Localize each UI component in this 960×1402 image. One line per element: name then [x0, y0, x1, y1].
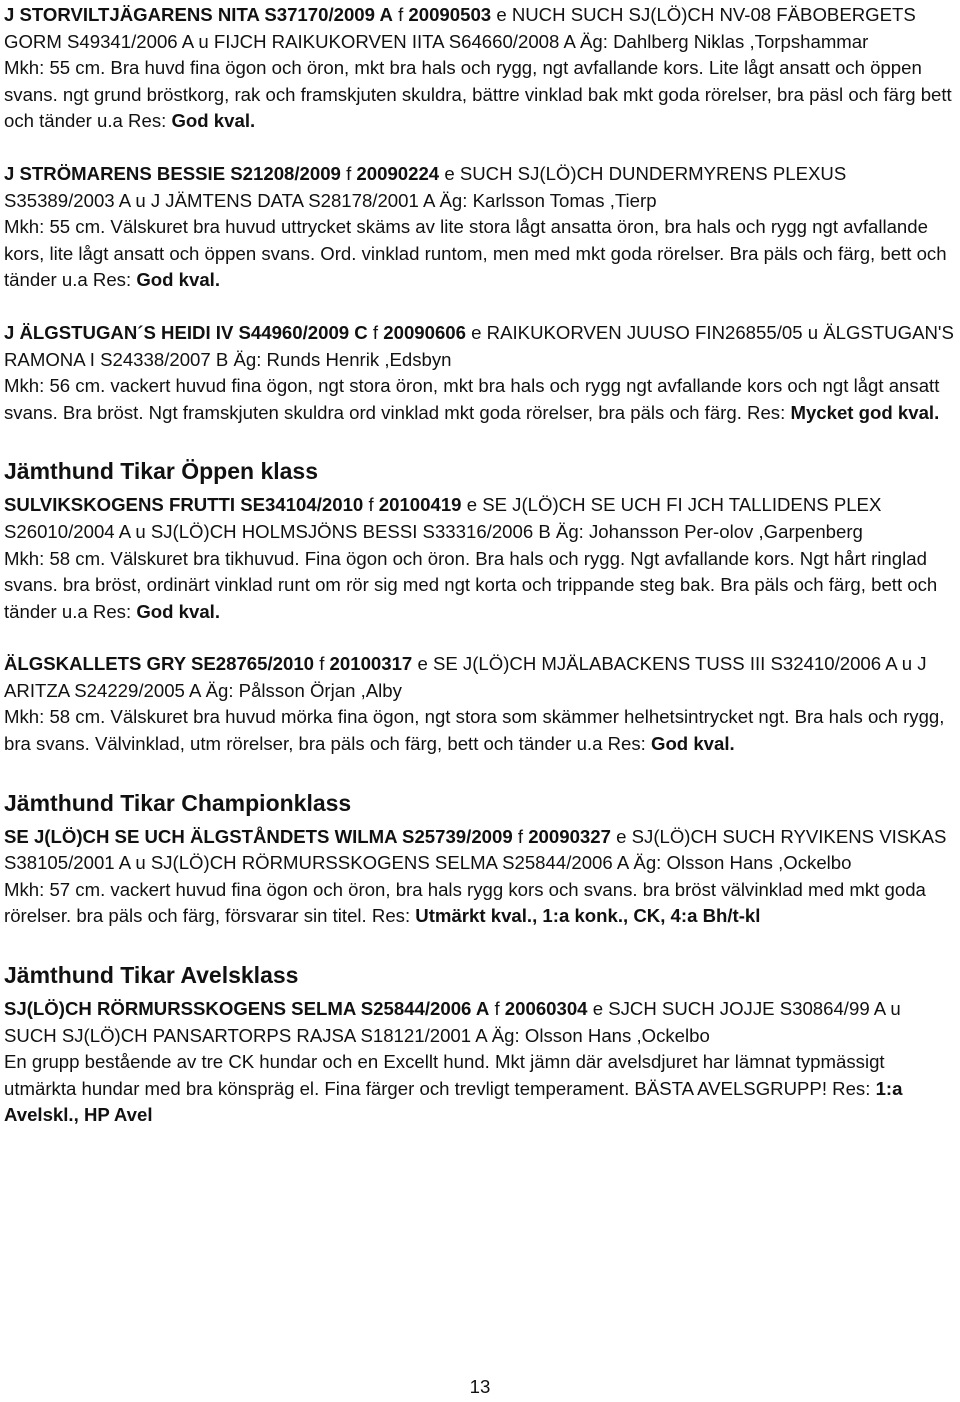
dog-result: God kval.: [136, 600, 221, 622]
dog-critique: En grupp bestående av tre CK hundar och en Excellt hund. Mkt jämn där avelsdjuret har lämnat typmässigt utmärkta hundar med bra könspräg el. Fina färger och trevligt temperament. BÄSTA AVELSGRUPP! Res:: [4, 1051, 885, 1099]
dog-entry: [4, 651, 956, 757]
dog-pedigree: e SE J(LÖ)CH SE UCH FI JCH TALLIDENS PLEX S26010/2004 A u SJ(LÖ)CH HOLMSJÖNS BESSI S33316/2006 B Äg: Johansson Per-olov ,Garpenberg: [4, 494, 882, 542]
dog-name: J ÄLGSTUGAN´S HEIDI IV S44960/2009 C: [4, 321, 368, 343]
dog-pedigree: e RAIKUKORVEN JUUSO FIN26855/05 u ÄLGSTUGAN'S RAMONA I S24338/2007 B Äg: Runds Henrik ,Edsbyn: [4, 321, 954, 370]
dog-result-extra: , CK, 4:a Bh/t-kl: [623, 905, 761, 927]
dog-name: ÄLGSKALLETS GRY SE28765/2010: [4, 653, 315, 675]
dog-entry: [4, 161, 956, 294]
dog-birthdate: 20090224: [356, 162, 440, 184]
dog-entry: [4, 996, 956, 1129]
section-heading: Jämthund Tikar Avelsklass: [4, 962, 299, 989]
dog-sex: f: [494, 998, 500, 1020]
dog-name: SULVIKSKOGENS FRUTTI SE34104/2010: [4, 494, 364, 516]
dog-critique: Mkh: 57 cm. vackert huvud fina ögon och öron, bra hals rygg kors och svans. bra bröst välvinklad med mkt goda rörelser. bra päls och färg, försvarar sin titel. Res:: [4, 878, 926, 927]
dog-birthdate: 20090327: [528, 825, 611, 847]
dog-name: SJ(LÖ)CH RÖRMURSSKOGENS SELMA S25844/2006 A: [4, 998, 490, 1020]
dog-critique: Mkh: 55 cm. Välskuret bra huvud uttrycket skäms av lite stora lågt ansatta öron, bra hals och rygg ngt avfallande kors, lite lågt ansatt och öppen svans. Ord. vinklad runtom, men med mkt goda rörelser. Bra päls och färg, bett och tänder u.a Res:: [4, 216, 947, 291]
dog-sex: f: [372, 321, 379, 343]
dog-birthdate: 20100317: [329, 653, 413, 675]
dog-critique: Mkh: 55 cm. Bra huvd fina ögon och öron, mkt bra hals och rygg, ngt avfallande kors. Lite lågt ansatt och öppen svans. ngt grund bröstkorg, rak och framskjuten skuldra, bättre vinklad bak mkt goda rörelser, bra päsl och färg bett och tänder u.a Res:: [4, 57, 952, 132]
dog-sex: f: [398, 4, 404, 25]
dog-sex: f: [319, 653, 325, 675]
section-heading: Jämthund Tikar Championklass: [4, 789, 352, 816]
dog-birthdate: 20090503: [408, 4, 492, 25]
dog-pedigree: e NUCH SUCH SJ(LÖ)CH NV-08 FÄBOBERGETS GORM S49341/2006 A u FIJCH RAIKUKORVEN IITA S64660/2008 A Äg: Dahlberg Niklas ,Torpshammar: [4, 4, 916, 52]
dog-name: SE J(LÖ)CH SE UCH ÄLGSTÅNDETS WILMA S25739/2009: [4, 825, 513, 847]
dog-pedigree: e SJ(LÖ)CH SUCH RYVIKENS VISKAS S38105/2001 A u SJ(LÖ)CH RÖRMURSSKOGENS SELMA S25844/2006 A Äg: Olsson Hans ,Ockelbo: [4, 825, 947, 874]
dog-birthdate: 20100419: [378, 494, 462, 516]
dog-birthdate: 20090606: [383, 321, 466, 343]
dog-entry: [4, 824, 956, 930]
document-page: [4, 2, 956, 1129]
dog-sex: f: [517, 825, 524, 847]
dog-result: 1:a Avelskl.: [4, 1077, 903, 1126]
dog-pedigree: e SJCH SUCH JOJJE S30864/99 A u SUCH SJ(LÖ)CH PANSARTORPS RAJSA S18121/2001 A Äg: Olsson Hans ,Ockelbo: [4, 998, 901, 1046]
dog-result: God kval.: [171, 110, 256, 132]
dog-name: J STRÖMARENS BESSIE S21208/2009: [4, 162, 341, 184]
dog-entry: [4, 320, 956, 426]
dog-pedigree: e SUCH SJ(LÖ)CH DUNDERMYRENS PLEXUS S35389/2003 A u J JÄMTENS DATA S28178/2001 A Äg: Karlsson Tomas ,Tierp: [4, 162, 847, 211]
dog-result-extra: , HP Avel: [73, 1104, 153, 1126]
dog-result: Utmärkt kval., 1:a konk.: [415, 905, 624, 927]
dog-result: God kval.: [650, 733, 735, 755]
dog-name: J STORVILTJÄGARENS NITA S37170/2009 A: [4, 4, 393, 25]
dog-sex: f: [368, 494, 374, 516]
dog-entry: [4, 2, 956, 135]
section-heading: Jämthund Tikar Öppen klass: [4, 458, 319, 485]
page-number: 13: [469, 1376, 491, 1397]
dog-result: God kval.: [136, 269, 221, 291]
dog-birthdate: 20060304: [504, 998, 588, 1020]
dog-sex: f: [346, 162, 352, 184]
dog-critique: Mkh: 56 cm. vackert huvud fina ögon, ngt stora öron, mkt bra hals och rygg ngt avfallande kors och ngt lågt ansatt svans. Bra bröst. Ngt framskjuten skuldra ord vinklad mkt goda rörelser, bra päls och färg. Res:: [4, 375, 940, 423]
dog-critique: Mkh: 58 cm. Välskuret bra tikhuvud. Fina ögon och öron. Bra hals och rygg. Ngt avfallande kors. Ngt hårt ringlad svans. bra bröst, ordinärt vinklad runt om rör sig med ngt korta och trippande steg bak. Bra päls och färg, bett och tänder u.a Res:: [4, 547, 938, 622]
dog-entry: [4, 492, 956, 625]
dog-critique: Mkh: 58 cm. Välskuret bra huvud mörka fina ögon, ngt stora som skämmer helhetsintrycket ngt. Bra hals och rygg, bra svans. Välvinklad, utm rörelser, bra päls och färg, bett och tänder u.a Res:: [4, 706, 945, 755]
dog-pedigree: e SE J(LÖ)CH MJÄLABACKENS TUSS III S32410/2006 A u J ARITZA S24229/2005 A Äg: Pålsson Örjan ,Alby: [4, 653, 927, 701]
dog-result: Mycket god kval.: [790, 401, 940, 423]
